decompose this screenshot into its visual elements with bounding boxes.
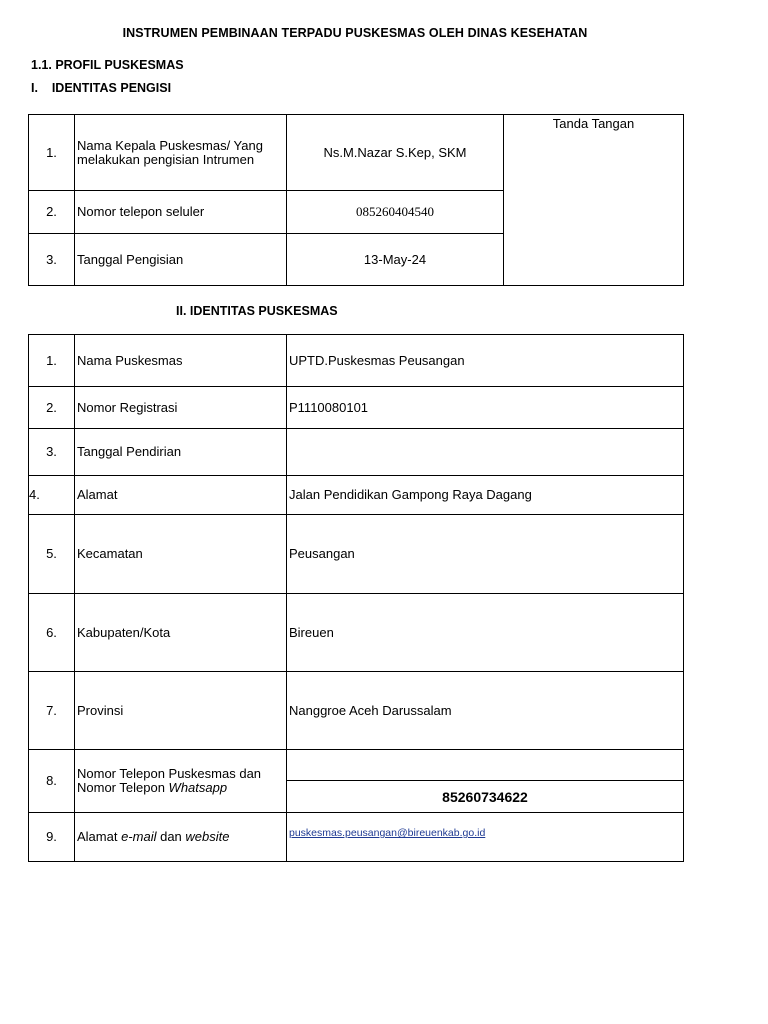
row-number: 7. (29, 672, 75, 750)
label-text-italic: Whatsapp (168, 780, 228, 795)
row-value: 085260404540 (287, 191, 504, 234)
table-row (29, 387, 684, 429)
row-value: P1110080101 (287, 387, 684, 429)
row-number: 3. (29, 429, 75, 476)
row-number: 1. (29, 335, 75, 387)
row-value: Jalan Pendidikan Gampong Raya Dagang (287, 476, 684, 515)
row-number: 2. (29, 191, 75, 234)
table-row (29, 515, 684, 594)
section-heading-identitas-pengisi: I. IDENTITAS PENGISI (31, 81, 172, 95)
row-label: Nomor telepon seluler (75, 191, 287, 234)
section-heading-identitas-puskesmas: II. IDENTITAS PUSKESMAS (176, 304, 338, 318)
row-label: Nomor Registrasi (75, 387, 287, 429)
row-label (75, 750, 287, 813)
row-number: 3. (29, 234, 75, 286)
table-row (29, 115, 684, 191)
row-value (287, 429, 684, 476)
email-link[interactable]: puskesmas.peusangan@bireuenkab.go.id (289, 827, 486, 839)
table-row (29, 429, 684, 476)
row-label: Nama Puskesmas (75, 335, 287, 387)
section-heading-profil: 1.1. PROFIL PUSKESMAS (31, 58, 184, 72)
row-number: 2. (29, 387, 75, 429)
page-title: INSTRUMEN PEMBINAAN TERPADU PUSKESMAS OLEH DINAS KESEHATAN (122, 26, 588, 40)
label-text-italic: e-mail (121, 829, 157, 844)
row-value: Bireuen (287, 594, 684, 672)
row-number: 9. (29, 813, 75, 862)
signature-cell: Tanda Tangan (504, 115, 684, 286)
row-value (287, 750, 684, 781)
row-number: 4. (29, 476, 75, 515)
identitas-pengisi-table (28, 114, 684, 286)
row-number: 1. (29, 115, 75, 191)
whatsapp-number: 85260734622 (287, 781, 684, 813)
row-label (75, 813, 287, 862)
row-number: 8. (29, 750, 75, 813)
row-value: Peusangan (287, 515, 684, 594)
table-row (29, 594, 684, 672)
row-value: Ns.M.Nazar S.Kep, SKM (287, 115, 504, 191)
row-value: Nanggroe Aceh Darussalam (287, 672, 684, 750)
row-label: Tanggal Pengisian (75, 234, 287, 286)
row-label: Alamat (75, 476, 287, 515)
row-label: Nama Kepala Puskesmas/ Yang melakukan pengisian Intrumen (75, 115, 287, 191)
table-row (29, 813, 684, 862)
table-row (29, 476, 684, 515)
row-value: 13-May-24 (287, 234, 504, 286)
label-text: dan (156, 829, 186, 844)
label-text: Nomor Telepon Puskesmas dan Nomor Telepon (77, 766, 262, 795)
row-label: Kecamatan (75, 515, 287, 594)
row-label: Tanggal Pendirian (75, 429, 287, 476)
row-value (287, 813, 684, 862)
table-row (29, 335, 684, 387)
label-text-italic: website (185, 829, 230, 844)
row-number: 5. (29, 515, 75, 594)
row-value: UPTD.Puskesmas Peusangan (287, 335, 684, 387)
row-label: Kabupaten/Kota (75, 594, 287, 672)
label-text: Alamat (77, 829, 122, 844)
table-row (29, 672, 684, 750)
row-label: Provinsi (75, 672, 287, 750)
table-row (29, 750, 684, 781)
identitas-puskesmas-table (28, 334, 684, 862)
row-number: 6. (29, 594, 75, 672)
